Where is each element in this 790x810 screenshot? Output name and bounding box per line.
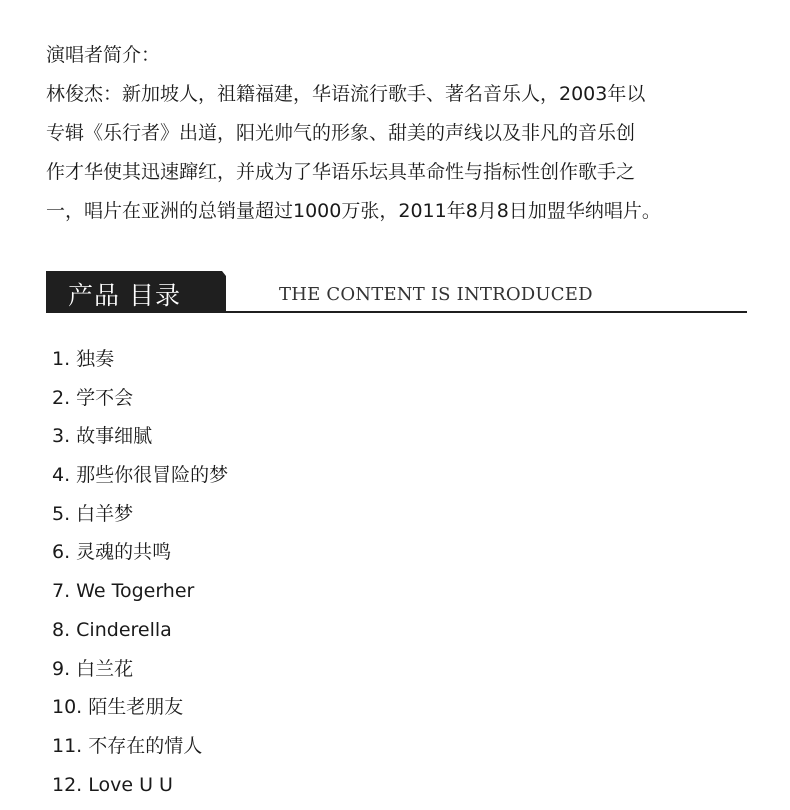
- section-subtitle: THE CONTENT IS INTRODUCED: [279, 284, 593, 305]
- section-title: 产品 目录: [68, 281, 181, 310]
- track-item: 4. 那些你很冒险的梦: [52, 464, 229, 487]
- track-list: [52, 342, 228, 806]
- intro-heading: 演唱者简介：: [46, 44, 161, 66]
- intro-line-1: 林俊杰：新加坡人，祖籍福建，华语流行歌手、著名音乐人，2003年以: [46, 83, 646, 105]
- section-divider: [46, 311, 747, 313]
- intro-line-4: 一，唱片在亚洲的总销量超过1000万张，2011年8月8日加盟华纳唱片。: [46, 200, 661, 222]
- singer-intro: [46, 36, 756, 231]
- intro-line-2: 专辑《乐行者》出道，阳光帅气的形象、甜美的声线以及非凡的音乐创: [46, 122, 636, 144]
- track-item: 11. 不存在的情人: [52, 734, 203, 757]
- section-title-tab: [46, 271, 226, 313]
- track-item: 12. Love U U: [52, 773, 173, 796]
- track-item: 10. 陌生老朋友: [52, 696, 184, 719]
- track-item: 3. 故事细腻: [52, 425, 153, 448]
- track-item: 5. 白羊梦: [52, 502, 134, 525]
- track-item: 9. 白兰花: [52, 657, 134, 680]
- track-item: 2. 学不会: [52, 386, 134, 409]
- track-item: 1. 独奏: [52, 348, 115, 370]
- track-item: 6. 灵魂的共鸣: [52, 541, 172, 564]
- product-catalog-header: [46, 271, 747, 315]
- track-item: 7. We Togerher: [52, 580, 195, 603]
- track-item: 8. Cinderella: [52, 618, 172, 641]
- intro-line-3: 作才华使其迅速蹿红，并成为了华语乐坛具革命性与指标性创作歌手之: [46, 161, 636, 183]
